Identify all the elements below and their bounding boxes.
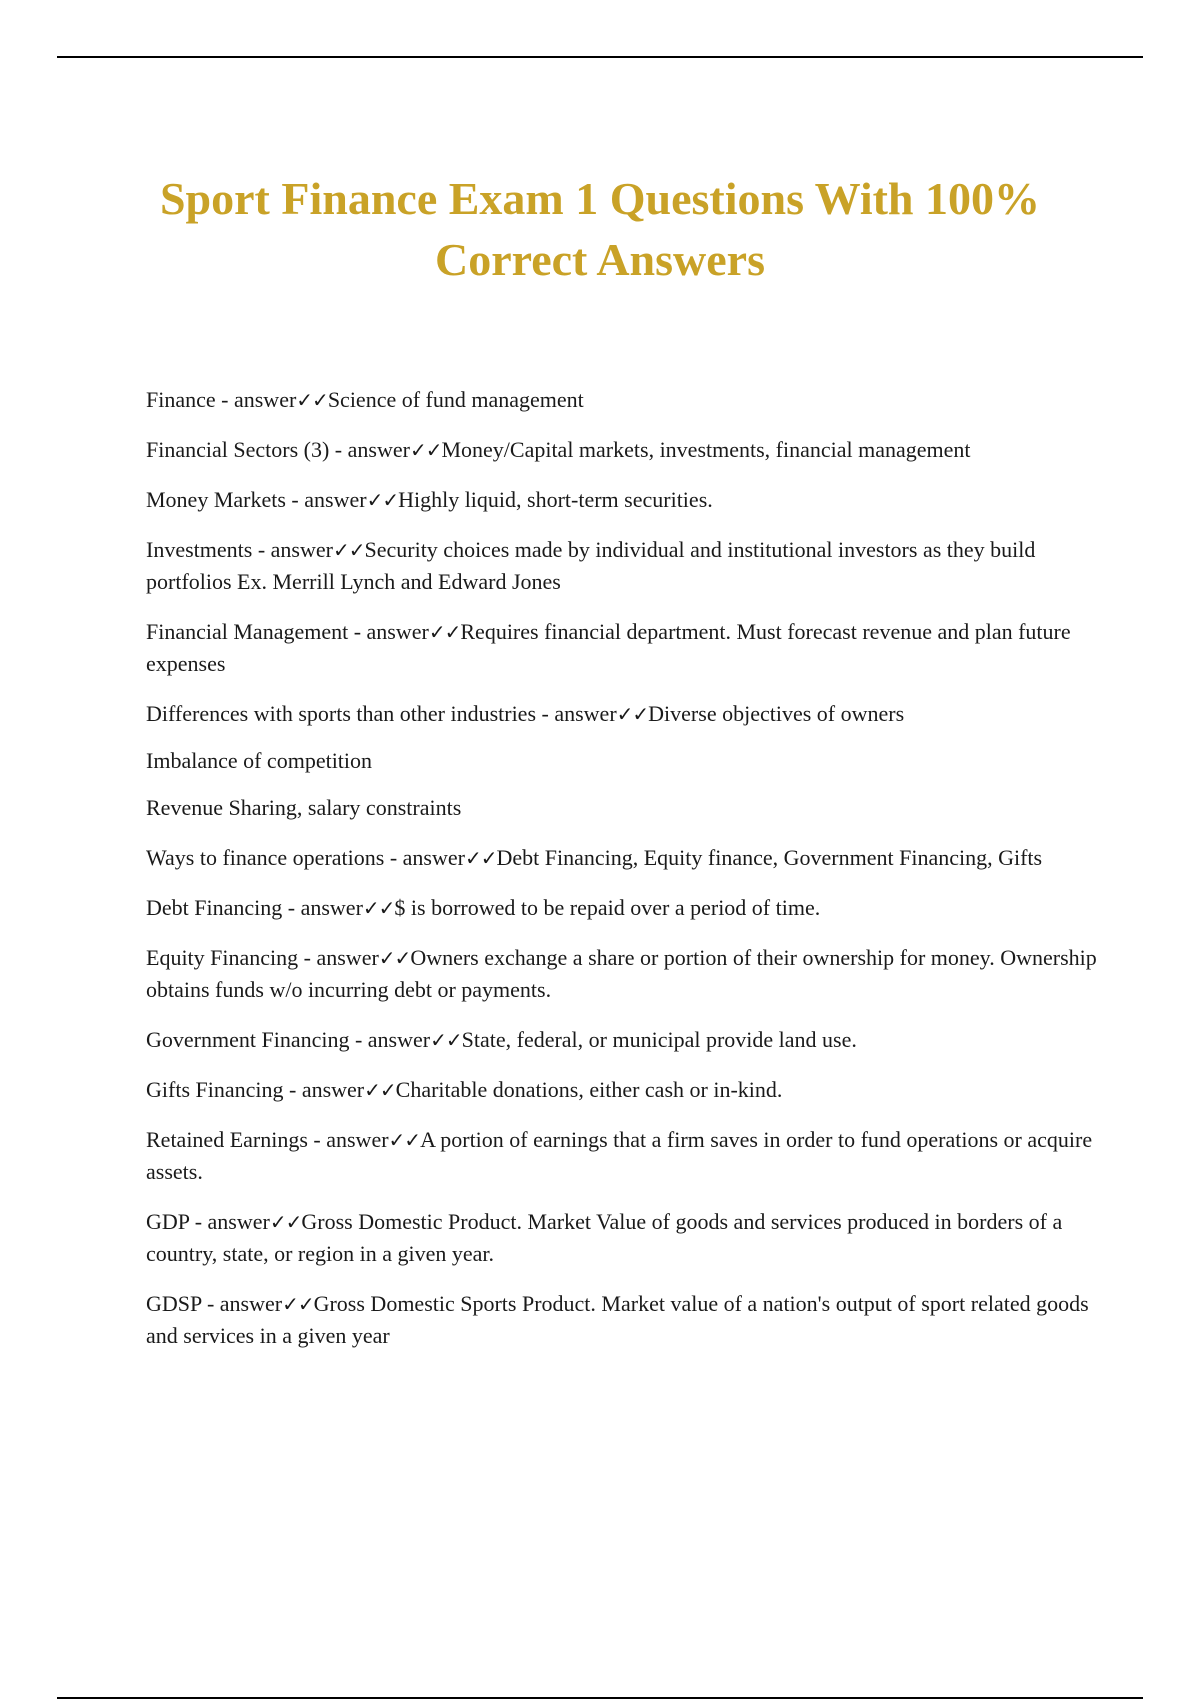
qa-separator: - answer (215, 387, 297, 412)
qa-answer: $ is borrowed to be repaid over a period of time. (394, 895, 821, 920)
qa-answer: Diverse objectives of owners (648, 701, 905, 726)
qa-answer: Gross Domestic Sports Product. Market value of a nation's output of sport related goods and services in a given year (146, 1291, 1089, 1348)
qa-separator: - answer (283, 1077, 365, 1102)
qa-term: GDP (146, 1209, 190, 1234)
qa-term: Equity Financing (146, 945, 299, 970)
double-check-icon: ✓✓ (296, 388, 328, 412)
qa-separator: - answer (536, 701, 617, 726)
double-check-icon: ✓✓ (616, 702, 649, 726)
qa-answer: Money/Capital markets, investments, financial management (441, 437, 971, 462)
qa-separator: - answer (285, 487, 367, 512)
qa-separator: - answer (201, 1291, 283, 1316)
qa-term: Gifts Financing (146, 1077, 284, 1102)
top-rule (57, 56, 1143, 58)
double-check-icon: ✓✓ (378, 946, 411, 970)
qa-answer: Debt Financing, Equity finance, Government Financing, Gifts (496, 845, 1043, 870)
qa-item (146, 1206, 1106, 1270)
qa-term: Financial Management (146, 619, 349, 644)
qa-separator: - answer (282, 895, 363, 920)
double-check-icon: ✓✓ (362, 896, 395, 920)
qa-separator: - answer (298, 945, 379, 970)
qa-answer: State, federal, or municipal provide land use. (461, 1027, 857, 1052)
qa-separator: - answer (252, 537, 333, 562)
qa-item (146, 942, 1106, 1006)
qa-item (146, 534, 1106, 598)
bottom-rule (57, 1697, 1143, 1699)
qa-item (146, 1074, 1106, 1106)
qa-separator: - answer (349, 1027, 431, 1052)
qa-term: Debt Financing (146, 895, 283, 920)
document-title: Sport Finance Exam 1 Questions With 100% Correct Answers (159, 173, 1041, 285)
qa-separator: - answer (189, 1209, 270, 1234)
qa-continuation: Imbalance of competition (146, 748, 373, 773)
double-check-icon: ✓✓ (464, 846, 497, 870)
qa-list (146, 384, 1106, 1370)
qa-term: Financial Sectors (3) (146, 437, 330, 462)
qa-term: Ways to finance operations (146, 845, 385, 870)
qa-separator: - answer (307, 1127, 389, 1152)
qa-item (146, 1288, 1106, 1352)
qa-item (146, 842, 1106, 874)
qa-answer: Science of fund management (327, 387, 584, 412)
qa-term: Money Markets (146, 487, 286, 512)
qa-item (146, 616, 1106, 680)
qa-term: Investments (146, 537, 253, 562)
qa-term: Finance (146, 387, 216, 412)
qa-continuation: Revenue Sharing, salary constraints (146, 795, 462, 820)
qa-item (146, 1124, 1106, 1188)
qa-answer: Gross Domestic Product. Market Value of goods and services produced in borders of a country, state, or region in a given year. (146, 1209, 1063, 1266)
qa-item (146, 1024, 1106, 1056)
qa-item (146, 434, 1106, 466)
qa-item (146, 384, 1106, 416)
qa-answer: Charitable donations, either cash or in-kind. (395, 1077, 783, 1102)
qa-answer: Owners exchange a share or portion of their ownership for money. Ownership obtains funds w/o incurring debt or payments. (146, 945, 1097, 1002)
double-check-icon: ✓✓ (430, 1028, 462, 1052)
qa-term: Differences with sports than other industries (146, 701, 537, 726)
qa-separator: - answer (329, 437, 410, 462)
qa-item (146, 484, 1106, 516)
qa-term: Government Financing (146, 1027, 350, 1052)
double-check-icon: ✓✓ (269, 1210, 302, 1234)
qa-answer: Highly liquid, short-term securities. (398, 487, 713, 512)
qa-term: GDSP (146, 1291, 202, 1316)
double-check-icon: ✓✓ (364, 1078, 396, 1102)
qa-answer: A portion of earnings that a firm saves in order to fund operations or acquire assets. (146, 1127, 1093, 1184)
qa-answer: Requires financial department. Must forecast revenue and plan future expenses (146, 619, 1071, 676)
double-check-icon: ✓✓ (282, 1292, 314, 1316)
double-check-icon: ✓✓ (332, 538, 365, 562)
double-check-icon: ✓✓ (428, 620, 461, 644)
double-check-icon: ✓✓ (388, 1128, 421, 1152)
qa-item (146, 892, 1106, 924)
qa-answer: Security choices made by individual and institutional investors as they build portfolios Ex. Merrill Lynch and Edward Jones (146, 537, 1036, 594)
double-check-icon: ✓✓ (409, 438, 442, 462)
qa-separator: - answer (384, 845, 465, 870)
qa-term: Retained Earnings (146, 1127, 308, 1152)
qa-item (146, 698, 1106, 730)
double-check-icon: ✓✓ (366, 488, 399, 512)
qa-separator: - answer (348, 619, 429, 644)
